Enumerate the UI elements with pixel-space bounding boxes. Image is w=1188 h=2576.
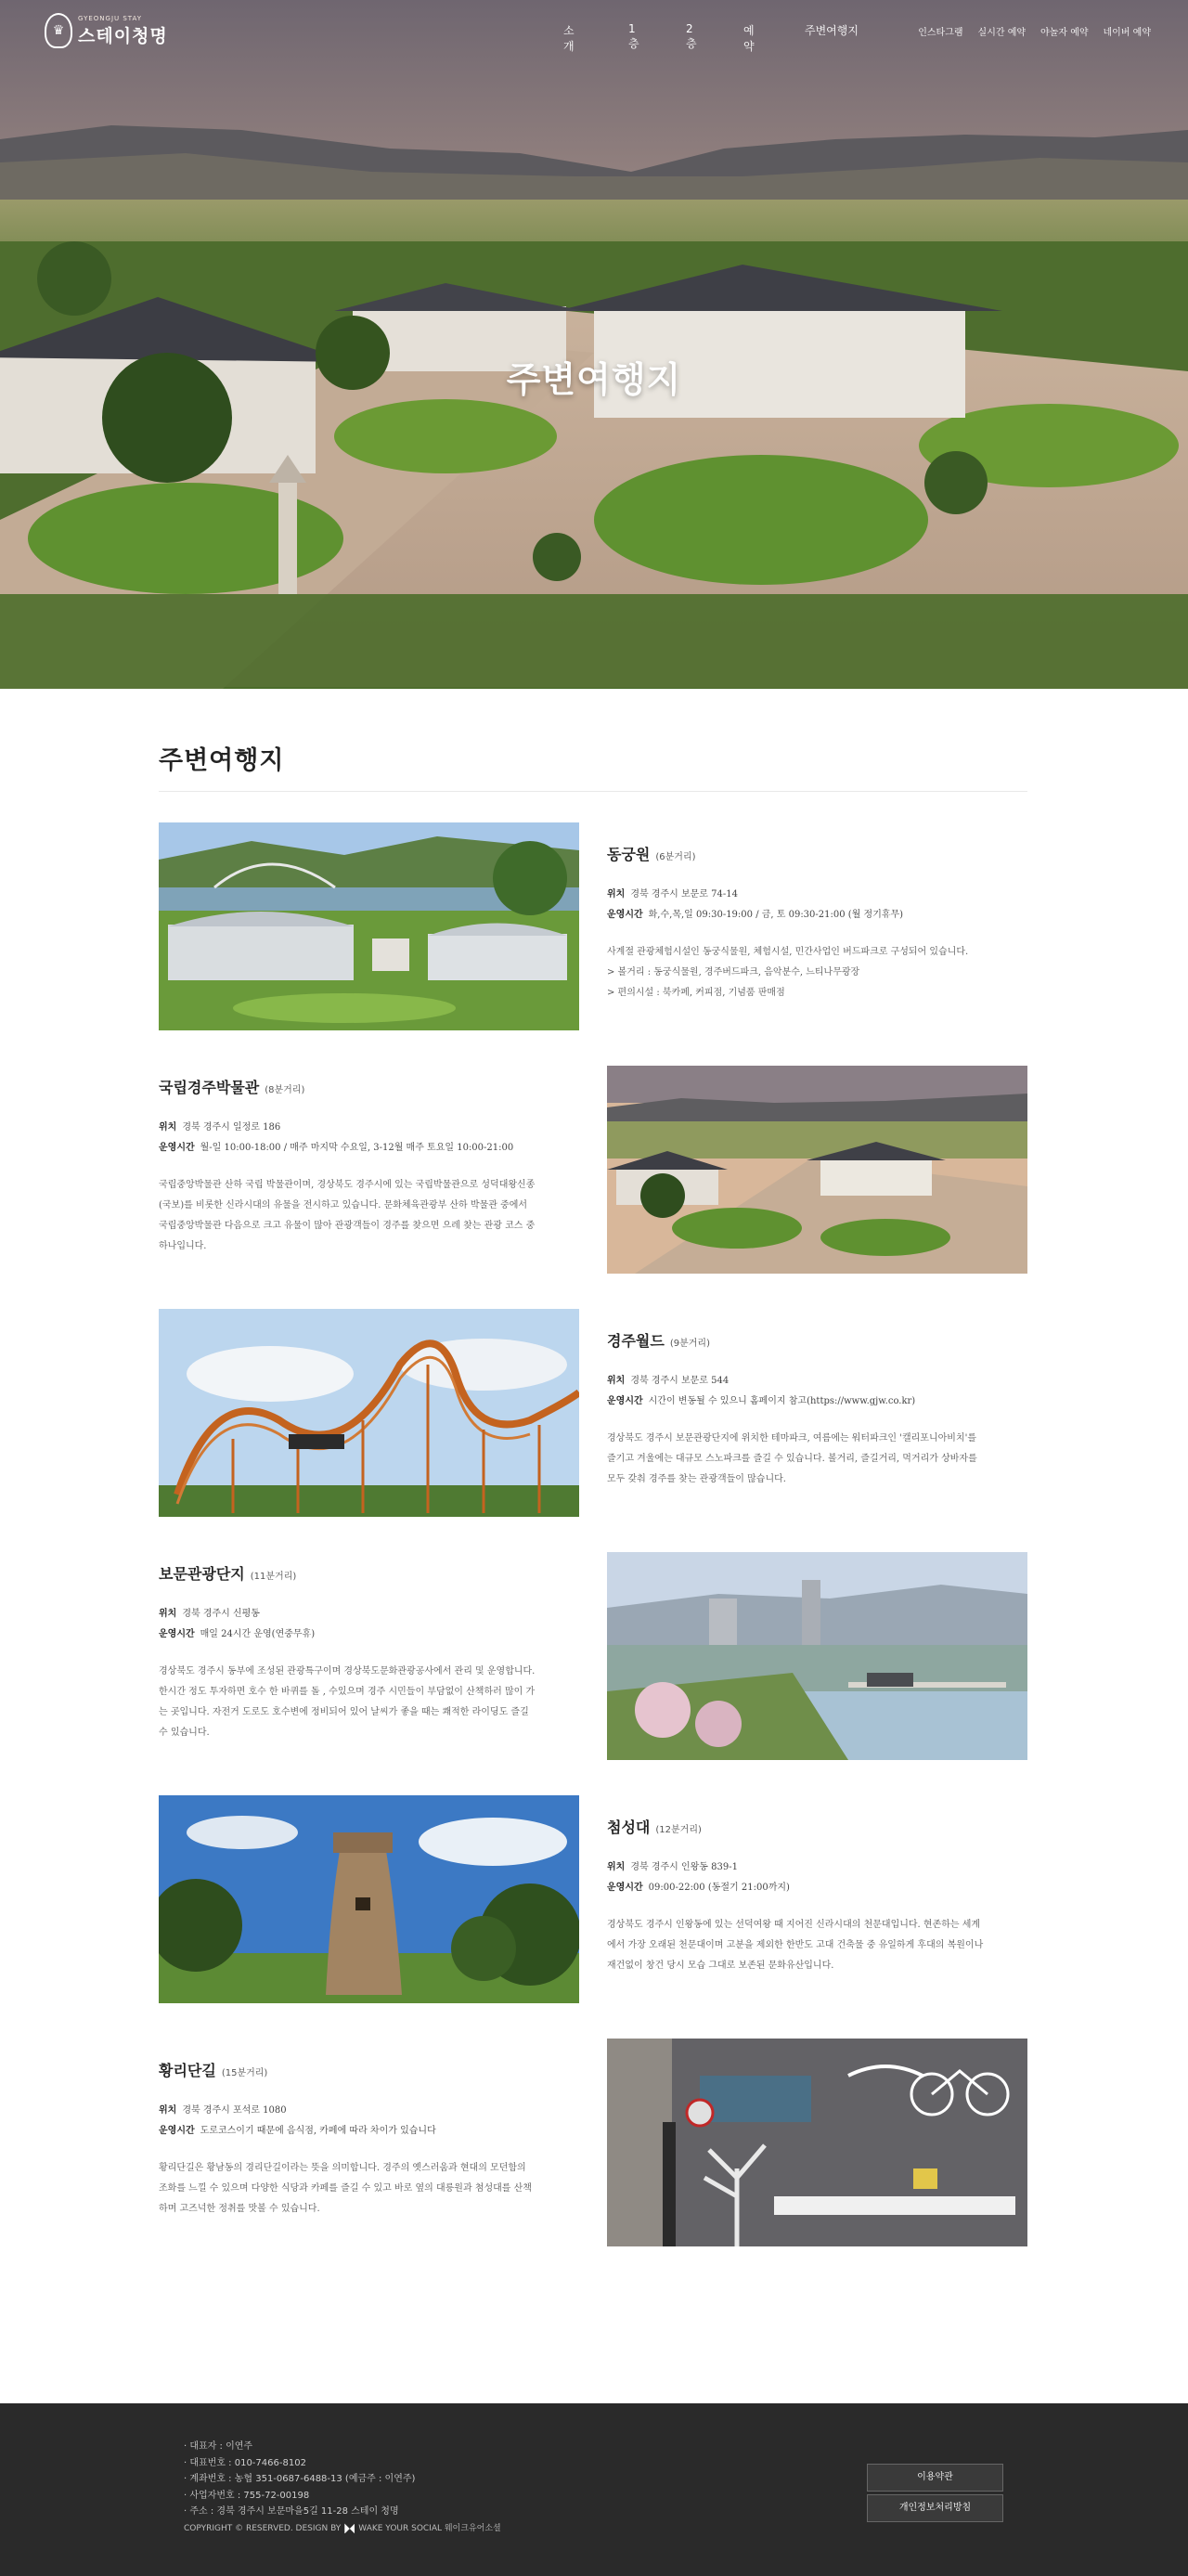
place-distance: (15분거리) xyxy=(221,2068,268,2078)
privacy-policy-button[interactable]: 개인정보처리방침 xyxy=(867,2494,1003,2522)
place-distance: (9분거리) xyxy=(669,1339,710,1349)
site-footer xyxy=(0,2403,1188,2576)
place-name: 보문관광단지 xyxy=(159,1565,245,1583)
naver-reservation-link[interactable]: 네이버 예약 xyxy=(1103,28,1151,38)
place-info-bomun xyxy=(159,1562,586,1743)
place-info-national-museum xyxy=(159,1076,586,1257)
place-desc-line: 경상북도 경주시 보문관광단지에 위치한 테마파크, 여름에는 워터파크인 '캘리포니아비치'를 xyxy=(607,1433,977,1443)
footer-credit[interactable]: WAKE YOUR SOCIAL 웨이크유어소셜 xyxy=(358,2523,501,2533)
place-photo-national-museum xyxy=(607,1066,1027,1274)
section-divider xyxy=(159,791,1027,792)
place-photo-cheomseongdae xyxy=(159,1795,579,2003)
place-desc-line: 국립중앙박물관 산하 국립 박물관이며, 경상북도 경주시에 있는 국립박물관으로 성덕대왕신종 xyxy=(159,1180,536,1190)
hours-label: 운영시간 xyxy=(607,1883,643,1893)
place-desc-line: 경상북도 경주시 동부에 조성된 관광특구이며 경상북도문화관광공사에서 관리 및 운영합니다. xyxy=(159,1666,536,1676)
nav-item-floor2[interactable]: 2층 xyxy=(686,22,697,50)
place-location: 경북 경주시 보문로 74-14 xyxy=(630,889,738,900)
location-label: 위치 xyxy=(607,1862,626,1872)
section-title: 주변여행지 xyxy=(159,746,285,775)
nav-item-about[interactable]: 소개 xyxy=(563,24,575,53)
place-name: 황리단길 xyxy=(159,2062,216,2079)
place-distance: (6분거리) xyxy=(655,852,696,862)
place-desc-line: 한시간 정도 투자하면 호수 한 바퀴를 돌 , 수있으며 경주 시민들이 부담없이 산책하러 많이 가 xyxy=(159,1687,536,1697)
place-name: 경주월드 xyxy=(607,1332,665,1350)
location-label: 위치 xyxy=(159,2105,177,2116)
footer-phone: · 대표번호 : 010-7466-8102 xyxy=(184,2457,306,2468)
place-name: 첨성대 xyxy=(607,1819,651,1836)
logo-subtitle: GYEONGJU STAY xyxy=(78,14,143,22)
location-label: 위치 xyxy=(607,1376,626,1386)
place-photo-bomun xyxy=(607,1552,1027,1760)
place-hours: 시간이 변동될 수 있으니 홈페이지 참고(https://www.gjw.co.kr) xyxy=(648,1396,916,1406)
place-desc-line: 는 곳입니다. 자전거 도로도 호수변에 정비되어 있어 날씨가 좋을 때는 쾌적한 라이딩도 즐길 xyxy=(159,1707,529,1717)
footer-copyright: COPYRIGHT © RESERVED. DESIGN BY xyxy=(184,2523,342,2533)
place-hours: 매일 24시간 운영(연중무휴) xyxy=(200,1629,316,1639)
place-hours: 화,수,목,일 09:30-19:00 / 금, 토 09:30-21:00 (월 정기휴무) xyxy=(648,910,904,920)
footer-business-number: · 사업자번호 : 755-72-00198 xyxy=(184,2490,310,2501)
hours-label: 운영시간 xyxy=(607,910,643,920)
place-desc-line: > 편의시설 : 북카페, 커피점, 기념품 판매점 xyxy=(607,988,785,998)
logo-text: 스테이청명 xyxy=(78,25,168,46)
place-desc-line: 즐기고 겨울에는 대규모 스노파크를 즐길 수 있습니다. 볼거리, 즐길거리, 먹거리가 상바자를 xyxy=(607,1454,977,1464)
nav-item-reservation[interactable]: 예약 xyxy=(743,24,755,53)
yanolja-reservation-link[interactable]: 야놀자 예약 xyxy=(1040,28,1089,38)
wys-logo-icon xyxy=(344,2523,355,2533)
place-desc-line: 하나입니다. xyxy=(159,1241,207,1251)
place-desc-line: 하며 고즈넉한 정취를 맛볼 수 있습니다. xyxy=(159,2204,320,2214)
place-desc-line: 에서 가장 오래된 천문대이며 고분을 제외한 한반도 고대 건축물 중 유일하게 후대의 복원이나 xyxy=(607,1940,984,1950)
place-location: 경북 경주시 보문로 544 xyxy=(630,1376,730,1386)
hero-image xyxy=(0,0,1188,689)
place-photo-hwangridangil xyxy=(607,2039,1027,2246)
hours-label: 운영시간 xyxy=(607,1396,643,1406)
realtime-reservation-link[interactable]: 실시간 예약 xyxy=(977,28,1027,38)
place-name: 국립경주박물관 xyxy=(159,1079,260,1096)
footer-address: · 주소 : 경북 경주시 보문마을5길 11-28 스테이 청명 xyxy=(184,2506,399,2518)
logo[interactable] xyxy=(45,13,168,48)
place-info-hwangridangil xyxy=(159,2059,586,2220)
place-distance: (11분거리) xyxy=(250,1572,297,1582)
footer-account: · 계좌번호 : 농협 351-0687-6488-13 (예금주 : 이연주) xyxy=(184,2474,416,2485)
place-desc-line: 경상북도 경주시 인왕동에 있는 선덕여왕 때 지어진 신라시대의 천문대입니다. 현존하는 세계 xyxy=(607,1920,981,1930)
place-desc-line: 조화를 느낄 수 있으며 다양한 식당과 카페를 즐길 수 있고 바로 옆의 대릉원과 첨성대를 산책 xyxy=(159,2183,532,2194)
hours-label: 운영시간 xyxy=(159,2126,195,2136)
footer-business-info xyxy=(184,2439,501,2537)
place-desc-line: (국보)를 비롯한 신라시대의 유물을 전시하고 있습니다. 문화체육관광부 산하 박물관 중에서 xyxy=(159,1200,528,1210)
logo-emblem-icon: ♛ xyxy=(45,13,72,48)
hero-title: 주변여행지 xyxy=(506,359,682,400)
terms-button[interactable]: 이용약관 xyxy=(867,2464,1003,2492)
place-photo-gyeongjuworld xyxy=(159,1309,579,1517)
place-location: 경북 경주시 포석로 1080 xyxy=(182,2105,287,2116)
place-hours: 09:00-22:00 (동절기 21:00까지) xyxy=(648,1883,790,1893)
place-info-donggungwon xyxy=(607,843,1034,1003)
location-label: 위치 xyxy=(607,889,626,900)
place-desc-line: 사계절 관광체험시설인 동궁식물원, 체험시설, 민간사업인 버드파크로 구성되어 있습니다. xyxy=(607,947,969,957)
hero-banner xyxy=(0,0,1188,689)
place-info-gyeongjuworld xyxy=(607,1329,1034,1490)
place-location: 경북 경주시 신평동 xyxy=(182,1609,260,1619)
hours-label: 운영시간 xyxy=(159,1143,195,1153)
place-photo-donggungwon xyxy=(159,822,579,1030)
util-links xyxy=(918,24,1151,38)
place-location: 경북 경주시 인왕동 839-1 xyxy=(630,1862,738,1872)
place-desc-line: > 볼거리 : 동궁식물원, 경주버드파크, 음악분수, 느티나무광장 xyxy=(607,967,860,977)
nav-item-nearby[interactable]: 주변여행지 xyxy=(805,24,859,37)
place-desc-line: 모두 갖춰 경주를 찾는 관광객들이 많습니다. xyxy=(607,1474,786,1484)
hours-label: 운영시간 xyxy=(159,1629,195,1639)
place-info-cheomseongdae xyxy=(607,1816,1034,1976)
place-distance: (8분거리) xyxy=(265,1085,305,1095)
site-header xyxy=(0,0,1188,65)
place-name: 동궁원 xyxy=(607,846,651,863)
instagram-link[interactable]: 인스타그램 xyxy=(918,28,963,38)
location-label: 위치 xyxy=(159,1609,177,1619)
location-label: 위치 xyxy=(159,1122,177,1133)
place-hours: 도로코스이기 때문에 음식점, 카페에 따라 차이가 있습니다 xyxy=(200,2126,436,2136)
nav-item-floor1[interactable]: 1층 xyxy=(628,22,639,50)
footer-ceo: · 대표자 : 이연주 xyxy=(184,2441,253,2452)
place-distance: (12분거리) xyxy=(655,1825,702,1835)
place-location: 경북 경주시 일정로 186 xyxy=(182,1122,281,1133)
footer-policy-links xyxy=(867,2464,1003,2525)
place-hours: 월-일 10:00-18:00 / 매주 마지막 수요일, 3-12월 매주 토요일 10:00-21:00 xyxy=(200,1143,514,1153)
place-desc-line: 수 있습니다. xyxy=(159,1728,210,1738)
place-desc-line: 황리단길은 황남동의 경리단길이라는 뜻을 의미합니다. 경주의 옛스러움과 현대의 모던함의 xyxy=(159,2163,526,2173)
place-desc-line: 재건없이 창건 당시 모습 그대로 보존된 문화유산입니다. xyxy=(607,1961,834,1971)
place-desc-line: 국립중앙박물관 다음으로 크고 유물이 많아 관광객들이 경주를 찾으면 으레 찾는 관광 코스 중 xyxy=(159,1221,536,1231)
